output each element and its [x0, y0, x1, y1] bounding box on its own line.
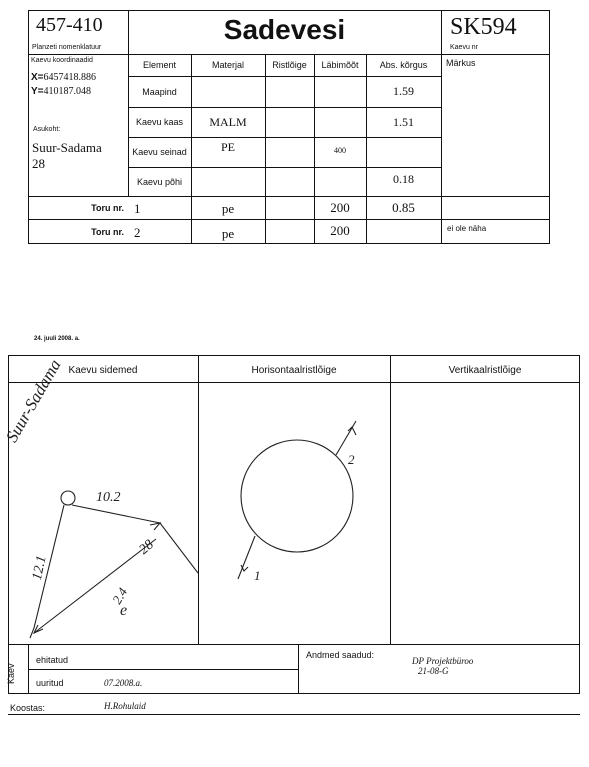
table-cell: MALM	[209, 114, 247, 129]
well-id: SK594	[450, 14, 517, 40]
sheet-label: Planzeti nomenklatuur	[32, 44, 102, 51]
built-label: ehitatud	[36, 655, 69, 665]
col-material: Materjal	[211, 60, 244, 70]
address-label: Asukoht:	[33, 126, 61, 133]
dim-label: 12.1	[29, 554, 50, 582]
page-title: Sadevesi	[223, 14, 346, 45]
coord-x: X=6457418.886	[31, 72, 97, 83]
data-from-label: Andmed saadud:	[306, 650, 375, 660]
col-element: Element	[142, 60, 177, 70]
table-cell: 1.51	[393, 114, 414, 129]
pipe-1-label: 1	[254, 568, 261, 583]
pipe-2-label: 2	[348, 452, 355, 467]
col-notes: Märkus	[446, 58, 476, 68]
col-height: Abs. kõrgus	[379, 60, 428, 70]
col-crosssection: Ristlõige	[272, 60, 307, 70]
dim-label: 10.2	[96, 490, 121, 505]
surveyed-label: uuritud	[36, 678, 64, 688]
table-cell: 0.18	[393, 172, 414, 186]
table-cell: 1.59	[393, 84, 414, 98]
address-line1: Suur-Sadama	[32, 140, 102, 155]
row-label: Kaevu põhi	[136, 176, 183, 187]
sheet-number: 457-410	[36, 14, 103, 36]
pipe-nr: 2	[134, 225, 141, 240]
horizontal-section-sketch	[198, 383, 390, 644]
section-horizontal: Horisontaalristlõige	[251, 365, 337, 376]
pipe-material: pe	[221, 201, 235, 216]
row-label: Maapind	[142, 86, 177, 97]
pipe-diameter: 200	[330, 223, 350, 238]
surveyed-value: 07.2008.a.	[104, 678, 143, 688]
address-line2: 28	[32, 156, 45, 171]
table-cell: PE	[220, 140, 235, 154]
pipe-note: ei ole näha	[447, 224, 487, 233]
side-label: Kaev	[6, 663, 16, 684]
pipe-nr: 1	[134, 201, 141, 216]
dim-label: 2.4	[109, 584, 131, 607]
dim-label: 28	[136, 537, 157, 558]
pipe-label: Toru nr.	[91, 203, 124, 213]
compiled-value: H.Rohulaid	[104, 701, 146, 711]
pipe-diameter: 200	[330, 200, 350, 215]
row-label: Kaevu seinad	[132, 147, 187, 157]
col-diameter: Läbimõõt	[321, 60, 359, 70]
pipe-material: pe	[221, 226, 235, 241]
dim-label: e	[120, 602, 128, 619]
row-label: Kaevu kaas	[135, 117, 184, 127]
compiled-label: Koostas:	[10, 703, 46, 713]
section-connections: Kaevu sidemed	[68, 365, 138, 376]
pipe-height: 0.85	[392, 200, 415, 215]
coords-label: Kaevu koordinaadid	[31, 57, 93, 64]
data-from-line2: 21-08-G	[418, 666, 449, 676]
pipe-label: Toru nr.	[91, 227, 124, 237]
data-from-line1: DP Projektbüroo	[412, 656, 474, 666]
section-vertical: Vertikaalristlõige	[448, 365, 522, 376]
connections-sketch	[8, 383, 198, 644]
date-stamp: 24. juuli 2008. a.	[34, 336, 80, 342]
coord-y: Y=410187.048	[31, 86, 92, 97]
well-label: Kaevu nr	[450, 44, 479, 51]
street-note: Suur-Sadama	[2, 356, 65, 446]
table-cell: 400	[334, 146, 346, 155]
